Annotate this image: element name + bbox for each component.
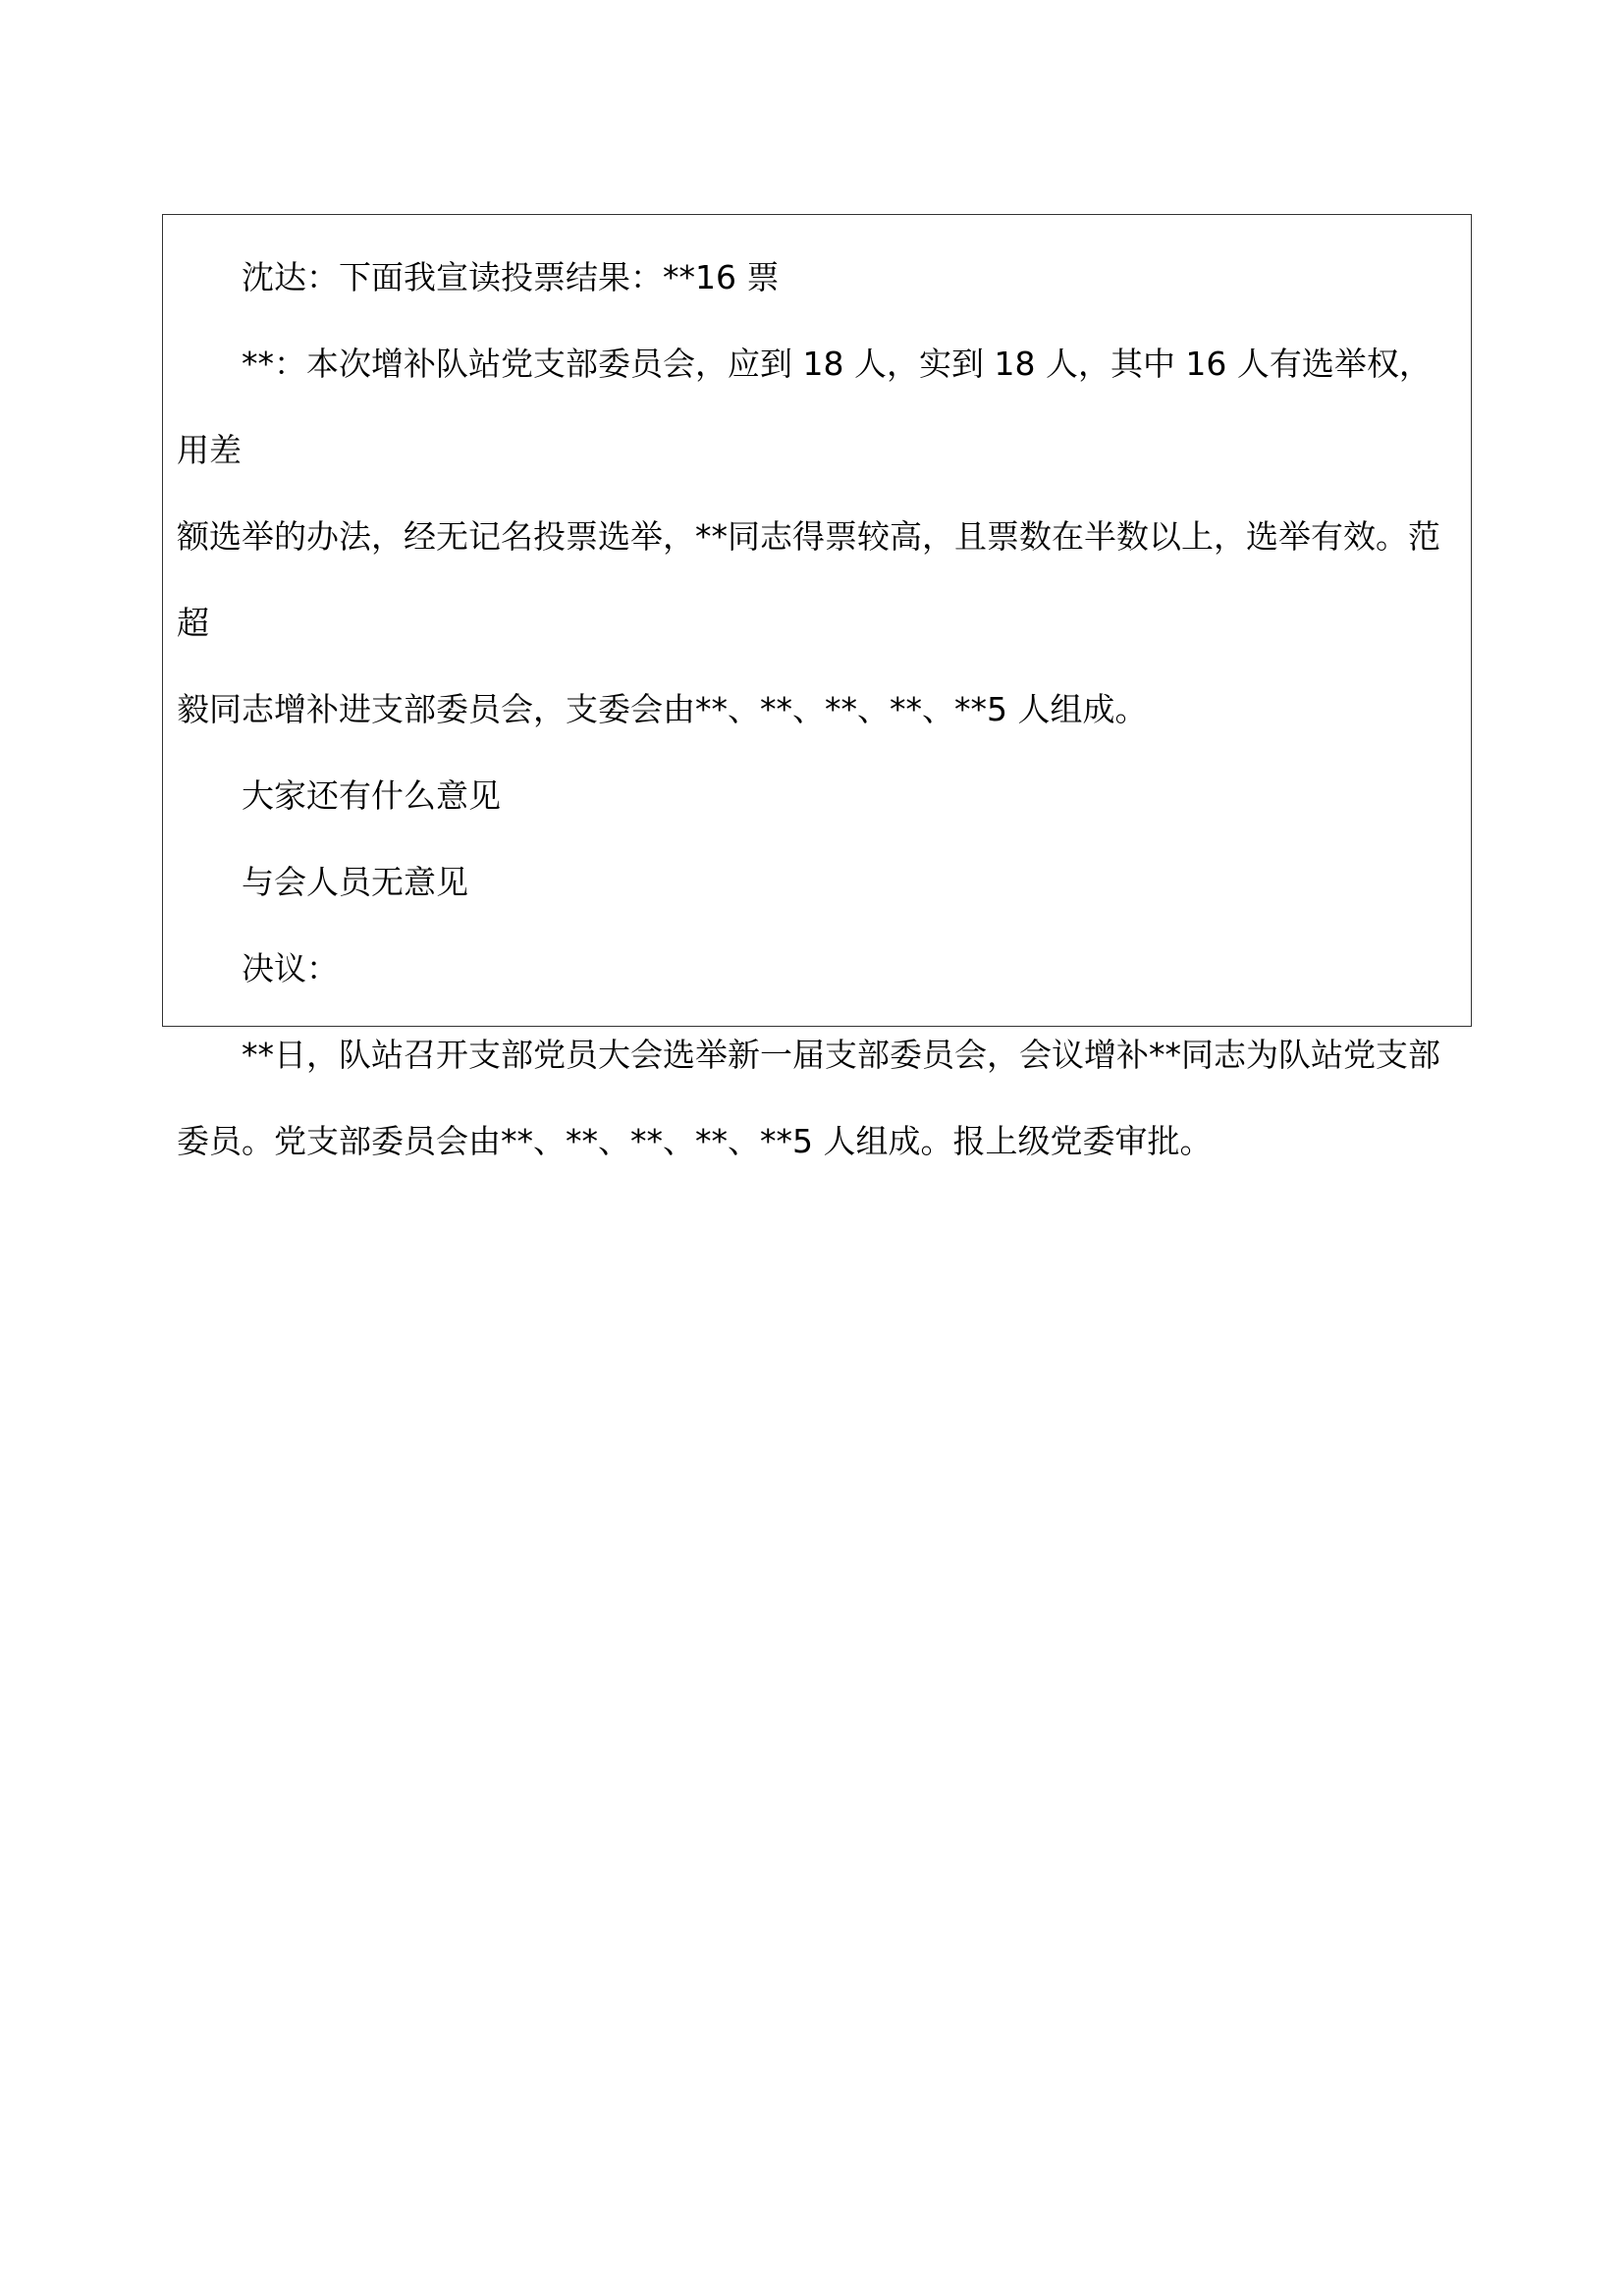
resolution-line-1: **日，队站召开支部党员大会选举新一届支部委员会，会议增补**同志为队站党支部	[242, 1036, 1440, 1074]
question-text: 大家还有什么意见	[242, 776, 501, 815]
vote-announcement: 沈达：下面我宣读投票结果：**16 票	[242, 258, 780, 296]
election-result-line-1: **：本次增补队站党支部委员会，应到 18 人，实到 18 人，其中 16 人有选举权，用差	[177, 345, 1432, 469]
response-text: 与会人员无意见	[242, 863, 468, 901]
resolution-line-2: 委员。党支部委员会由**、**、**、**、**5 人组成。报上级党委审批。	[177, 1122, 1213, 1160]
election-result-line-2: 额选举的办法，经无记名投票选举，**同志得票较高，且票数在半数以上，选举有效。范超	[177, 517, 1440, 642]
election-result-line-3: 毅同志增补进支部委员会，支委会由**、**、**、**、**5 人组成。	[177, 690, 1148, 728]
resolution-paragraph	[177, 1012, 1457, 1185]
resolution-heading: 决议：	[242, 949, 339, 988]
election-result-paragraph	[177, 321, 1457, 753]
minutes-table-cell	[162, 214, 1472, 1160]
